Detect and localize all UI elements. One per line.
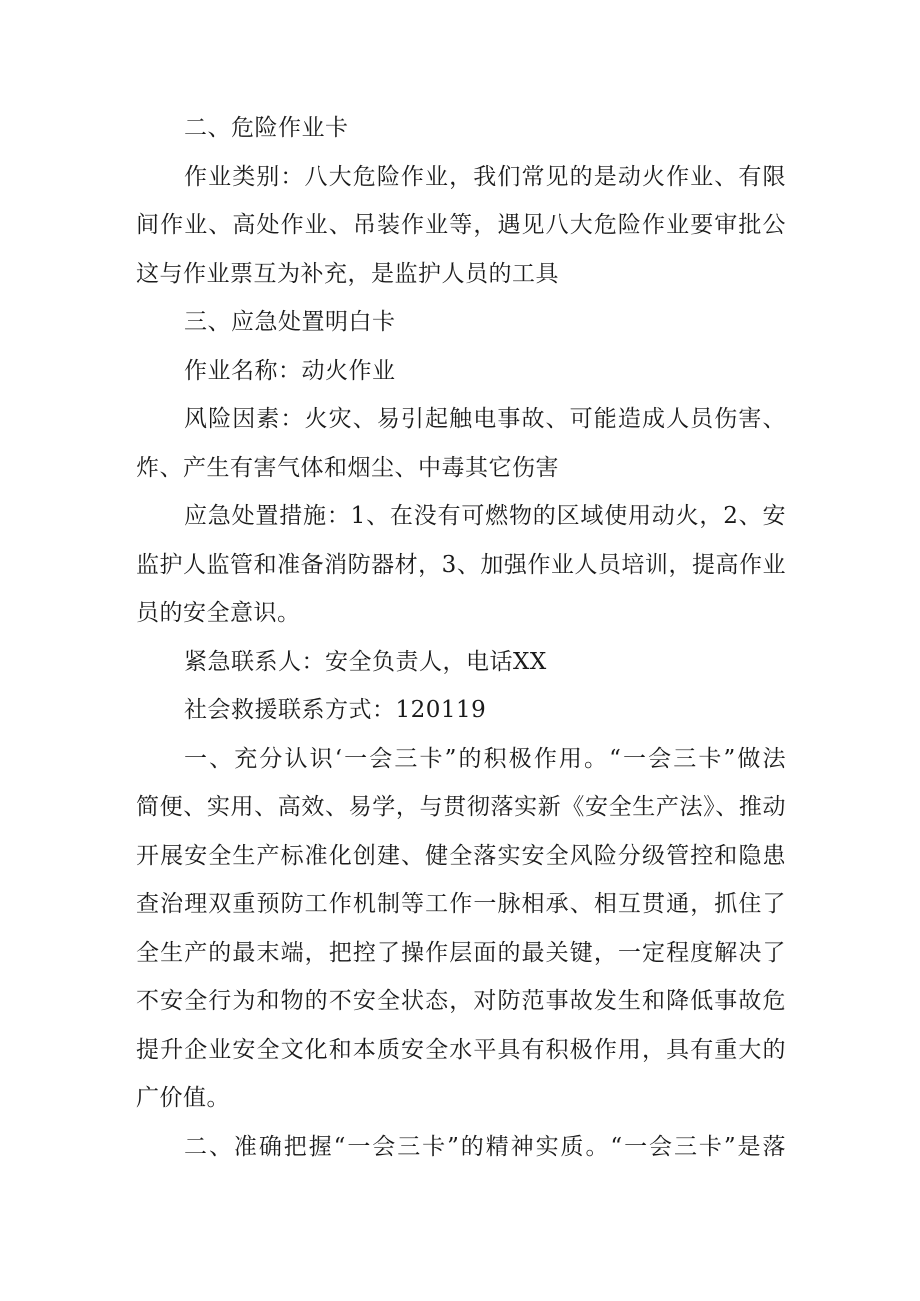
text-line: 监护人监管和准备消防器材，3、加强作业人员培训，提高作业 [136, 551, 786, 578]
text-line: 广价值。 [136, 1085, 230, 1111]
text-line: 作业类别：八大危险作业，我们常见的是动火作业、有限 [184, 163, 786, 190]
paragraph-risk-factors [136, 395, 786, 492]
paragraph-work-category [136, 153, 786, 299]
emergency-contact-line: 紧急联系人：安全负责人，电话XX [184, 648, 547, 675]
work-name-line: 作业名称：动火作业 [184, 357, 396, 384]
text-line: 简便、实用、高效、易学，与贯彻落实新《安全生产法》、推动 [136, 794, 786, 820]
text-line: 风险因素：火灾、易引起触电事故、可能造成人员伤害、 [184, 406, 786, 432]
text-line: 全生产的最末端，把控了操作层面的最关键，一定程度解决了 [136, 939, 786, 966]
paragraph-section-one [136, 735, 786, 1123]
text-line: 查治理双重预防工作机制等工作一脉相承、相互贯通，抓住了 [136, 891, 786, 917]
heading-danger-card: 二、危险作业卡 [184, 115, 349, 141]
paragraph-emergency-measures [136, 492, 786, 638]
text-line: 这与作业票互为补充，是监护人员的工具 [136, 260, 559, 287]
text-line: 不安全行为和物的不安全状态，对防范事故发生和降低事故危 [136, 988, 786, 1014]
text-line: 一、充分认识‘一会三卡”的积极作用。“一会三卡”做法 [184, 745, 786, 772]
heading-emergency-card: 三、应急处置明白卡 [184, 309, 396, 335]
text-line: 开展安全生产标准化创建、健全落实安全风险分级管控和隐患 [136, 842, 786, 869]
social-rescue-line: 社会救援联系方式：120119 [184, 697, 487, 723]
text-line: 提升企业安全文化和本质安全水平具有积极作用，具有重大的 [136, 1036, 786, 1063]
document-body [136, 104, 786, 1171]
text-line: 炸、产生有害气体和烟尘、中毒其它伤害 [136, 454, 559, 481]
text-line: 员的安全意识。 [136, 600, 301, 626]
paragraph-section-two [136, 1123, 786, 1172]
text-line: 间作业、高处作业、吊装作业等，遇见八大危险作业要审批公 [136, 212, 786, 238]
text-line: 应急处置措施：1、在没有可燃物的区域使用动火，2、安 [184, 503, 786, 529]
text-line: 二、准确把握“一会三卡”的精神实质。“一会三卡”是落 [184, 1133, 786, 1160]
